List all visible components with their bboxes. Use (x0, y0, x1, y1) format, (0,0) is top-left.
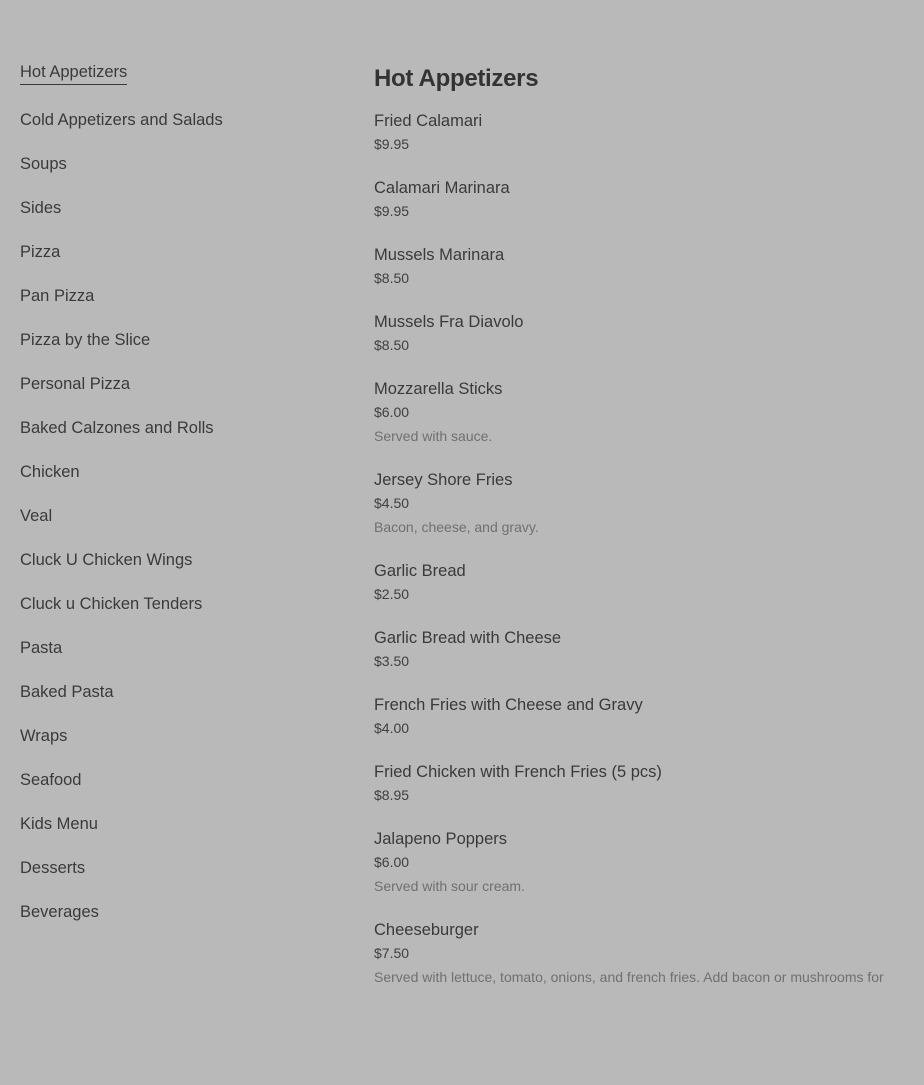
menu-item[interactable] (374, 469, 914, 536)
category-link[interactable]: Pasta (20, 639, 63, 657)
category-link[interactable]: Pan Pizza (20, 287, 95, 305)
category-link[interactable]: Baked Calzones and Rolls (20, 419, 214, 437)
menu-item-price: $8.50 (374, 337, 410, 353)
category-link[interactable]: Hot Appetizers (20, 62, 127, 85)
category-link[interactable]: Sides (20, 199, 62, 217)
section-title: Hot Appetizers (374, 65, 539, 92)
category-link[interactable]: Wraps (20, 727, 68, 745)
menu-item-name: French Fries with Cheese and Gravy (374, 696, 643, 714)
menu-item-name: Calamari Marinara (374, 179, 510, 197)
menu-item[interactable] (374, 694, 914, 737)
menu-item-description: Served with sauce. (374, 428, 493, 444)
menu-section (374, 62, 914, 1010)
menu-item-price: $8.50 (374, 270, 410, 286)
menu-item-list (374, 110, 914, 986)
menu-item-price: $4.00 (374, 720, 410, 736)
category-link[interactable]: Desserts (20, 859, 86, 877)
menu-item-name: Garlic Bread (374, 562, 466, 580)
menu-item-price: $2.50 (374, 586, 410, 602)
category-link[interactable]: Cluck u Chicken Tenders (20, 595, 203, 613)
menu-item-name: Fried Calamari (374, 112, 483, 130)
menu-item-price: $4.50 (374, 495, 410, 511)
category-sidebar (20, 62, 340, 945)
category-link[interactable]: Cluck U Chicken Wings (20, 551, 193, 569)
menu-item-name: Cheeseburger (374, 921, 479, 939)
category-link[interactable]: Veal (20, 507, 53, 525)
menu-item[interactable] (374, 311, 914, 354)
category-link[interactable]: Personal Pizza (20, 375, 131, 393)
menu-item[interactable] (374, 560, 914, 603)
menu-item-price: $9.95 (374, 136, 410, 152)
menu-item[interactable] (374, 828, 914, 895)
menu-item-name: Mozzarella Sticks (374, 380, 503, 398)
menu-item[interactable] (374, 244, 914, 287)
category-link[interactable]: Kids Menu (20, 815, 98, 833)
menu-item-price: $7.50 (374, 945, 410, 961)
menu-item-price: $3.50 (374, 653, 410, 669)
category-link[interactable]: Soups (20, 155, 67, 173)
category-link[interactable]: Pizza by the Slice (20, 331, 151, 349)
category-link[interactable]: Beverages (20, 903, 99, 921)
menu-item-description: Bacon, cheese, and gravy. (374, 519, 539, 535)
menu-item-price: $8.95 (374, 787, 410, 803)
menu-item[interactable] (374, 627, 914, 670)
category-link[interactable]: Seafood (20, 771, 82, 789)
menu-item-price: $6.00 (374, 404, 410, 420)
menu-item[interactable] (374, 110, 914, 153)
menu-item-description: Served with sour cream. (374, 878, 525, 894)
menu-item-description: Served with lettuce, tomato, onions, and french fries. Add bacon or mushrooms for (374, 969, 884, 985)
category-link[interactable]: Baked Pasta (20, 683, 114, 701)
menu-item[interactable] (374, 919, 914, 986)
category-link[interactable]: Cold Appetizers and Salads (20, 111, 223, 129)
menu-item-name: Jalapeno Poppers (374, 830, 508, 848)
menu-item-price: $9.95 (374, 203, 410, 219)
menu-item[interactable] (374, 177, 914, 220)
menu-item[interactable] (374, 378, 914, 445)
menu-item[interactable] (374, 761, 914, 804)
menu-item-name: Mussels Fra Diavolo (374, 313, 524, 331)
category-link[interactable]: Chicken (20, 463, 80, 481)
menu-item-name: Garlic Bread with Cheese (374, 629, 562, 647)
menu-item-name: Mussels Marinara (374, 246, 505, 264)
menu-item-name: Fried Chicken with French Fries (5 pcs) (374, 763, 662, 781)
menu-item-name: Jersey Shore Fries (374, 471, 513, 489)
menu-item-price: $6.00 (374, 854, 410, 870)
category-link[interactable]: Pizza (20, 243, 61, 261)
